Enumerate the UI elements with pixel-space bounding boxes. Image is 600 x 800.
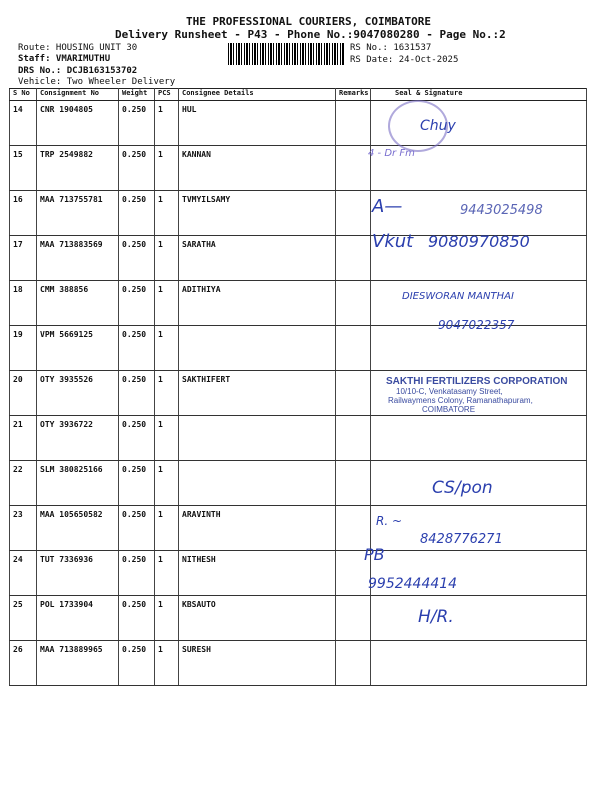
row-remarks (336, 461, 371, 506)
row-pcs: 1 (155, 101, 179, 146)
signature-row15: 4 - Dr Fm (368, 148, 415, 159)
stamp-line2: Railwaymens Colony, Ramanathapuram, (388, 396, 533, 405)
row-weight: 0.250 (119, 551, 155, 596)
col-sno: S No (10, 89, 37, 101)
phone-row25: 9952444414 (368, 576, 458, 592)
row-consignment-no: MAA 713883569 (37, 236, 119, 281)
row-remarks (336, 596, 371, 641)
row-remarks (336, 101, 371, 146)
row-seal-signature (371, 416, 587, 461)
row-seal-signature (371, 596, 587, 641)
row-consignment-no: TUT 7336936 (37, 551, 119, 596)
row-weight: 0.250 (119, 641, 155, 686)
table-header (10, 89, 587, 101)
signature-row14: Chuy (420, 118, 456, 134)
vehicle-label: Vehicle: Two Wheeler Delivery (18, 77, 176, 87)
row-sno: 21 (10, 416, 37, 461)
row-consignee (179, 326, 336, 371)
row-consignee: SURESH (179, 641, 336, 686)
row-consignee: SAKTHIFERT (179, 371, 336, 416)
col-seal-signature: Seal & Signature (371, 89, 587, 101)
row-consignee: NITHESH (179, 551, 336, 596)
row-remarks (336, 326, 371, 371)
phone-row16: 9443025498 (460, 203, 543, 218)
row-consignment-no: TRP 2549882 (37, 146, 119, 191)
row-remarks (336, 191, 371, 236)
row-pcs: 1 (155, 146, 179, 191)
row-remarks (336, 146, 371, 191)
row-weight: 0.250 (119, 281, 155, 326)
row-consignee: KANNAN (179, 146, 336, 191)
name-row19: DIESWORAN MANTHAI (402, 291, 514, 302)
row-sno: 23 (10, 506, 37, 551)
barcode (228, 43, 344, 65)
row-sno: 14 (10, 101, 37, 146)
route-label: Route: HOUSING UNIT 30 (18, 43, 138, 53)
row-sno: 17 (10, 236, 37, 281)
row-consignee: ADITHIYA (179, 281, 336, 326)
row-seal-signature (371, 326, 587, 371)
row-sno: 25 (10, 596, 37, 641)
row-consignment-no: OTY 3936722 (37, 416, 119, 461)
row-consignment-no: MAA 713755781 (37, 191, 119, 236)
row-weight: 0.250 (119, 146, 155, 191)
row-consignment-no: MAA 105650582 (37, 506, 119, 551)
stamp-line3: COIMBATORE (422, 405, 476, 414)
rs-date: RS Date: 24-Oct-2025 (350, 55, 459, 65)
col-pcs: PCS (155, 89, 179, 101)
row-consignment-no: POL 1733904 (37, 596, 119, 641)
row-remarks (336, 371, 371, 416)
row-pcs: 1 (155, 236, 179, 281)
row-weight: 0.250 (119, 101, 155, 146)
row-consignee (179, 461, 336, 506)
table-row (10, 461, 587, 506)
stamp-title: SAKTHI FERTILIZERS CORPORATION (386, 376, 568, 387)
row-consignee: HUL (179, 101, 336, 146)
row-pcs: 1 (155, 506, 179, 551)
table-row (10, 146, 587, 191)
col-weight: Weight (119, 89, 155, 101)
row-remarks (336, 416, 371, 461)
table-row (10, 641, 587, 686)
table-row (10, 101, 587, 146)
row-consignee: SARATHA (179, 236, 336, 281)
runsheet-title: Delivery Runsheet - P43 - Phone No.:9047080280 - Page No.:2 (115, 28, 506, 41)
row-consignment-no: MAA 713889965 (37, 641, 119, 686)
company-name: THE PROFESSIONAL COURIERS, COIMBATORE (186, 15, 432, 28)
row-consignee (179, 416, 336, 461)
signature-row25: PB (364, 545, 385, 564)
row-sno: 26 (10, 641, 37, 686)
table-row (10, 326, 587, 371)
row-consignee: KBSAUTO (179, 596, 336, 641)
row-pcs: 1 (155, 461, 179, 506)
row-pcs: 1 (155, 326, 179, 371)
signature-row26: H/R. (418, 607, 454, 627)
col-consignment: Consignment No (37, 89, 119, 101)
row-sno: 22 (10, 461, 37, 506)
phone-row19: 9047022357 (438, 318, 515, 332)
stamp-line1: 10/10-C, Venkatasamy Street, (396, 387, 503, 396)
row-sno: 19 (10, 326, 37, 371)
row-sno: 16 (10, 191, 37, 236)
row-pcs: 1 (155, 551, 179, 596)
row-pcs: 1 (155, 641, 179, 686)
company-stamp (386, 376, 586, 414)
row-consignment-no: CNR 1904805 (37, 101, 119, 146)
row-consignee: TVMYILSAMY (179, 191, 336, 236)
row-sno: 15 (10, 146, 37, 191)
row-pcs: 1 (155, 191, 179, 236)
row-consignment-no: VPM 5669125 (37, 326, 119, 371)
row-consignment-no: OTY 3935526 (37, 371, 119, 416)
row-pcs: 1 (155, 371, 179, 416)
row-weight: 0.250 (119, 236, 155, 281)
row-remarks (336, 281, 371, 326)
staff-label: Staff: VMARIMUTHU (18, 54, 111, 64)
row-consignment-no: SLM 380825166 (37, 461, 119, 506)
row-weight: 0.250 (119, 371, 155, 416)
table-row (10, 551, 587, 596)
signature-row17: Vkut (372, 231, 414, 252)
signature-row23: CS/pon (432, 478, 493, 498)
row-weight: 0.250 (119, 416, 155, 461)
row-sno: 20 (10, 371, 37, 416)
row-weight: 0.250 (119, 191, 155, 236)
row-pcs: 1 (155, 416, 179, 461)
phone-row17: 9080970850 (428, 232, 530, 251)
row-pcs: 1 (155, 281, 179, 326)
row-sno: 24 (10, 551, 37, 596)
row-pcs: 1 (155, 596, 179, 641)
col-consignee: Consignee Details (179, 89, 336, 101)
row-weight: 0.250 (119, 326, 155, 371)
signature-row24: R. ~ (376, 514, 403, 528)
row-remarks (336, 236, 371, 281)
row-remarks (336, 641, 371, 686)
row-weight: 0.250 (119, 596, 155, 641)
signature-row16: A— (372, 196, 403, 217)
row-seal-signature (371, 641, 587, 686)
col-remarks: Remarks (336, 89, 371, 101)
row-weight: 0.250 (119, 506, 155, 551)
table-row (10, 596, 587, 641)
row-remarks (336, 506, 371, 551)
row-consignee: ARAVINTH (179, 506, 336, 551)
phone-row24: 8428776271 (420, 532, 503, 547)
row-consignment-no: CMM 388856 (37, 281, 119, 326)
row-sno: 18 (10, 281, 37, 326)
table-row (10, 416, 587, 461)
rs-number: RS No.: 1631537 (350, 43, 432, 53)
row-weight: 0.250 (119, 461, 155, 506)
drs-label: DRS No.: DCJB163153702 (18, 66, 138, 76)
